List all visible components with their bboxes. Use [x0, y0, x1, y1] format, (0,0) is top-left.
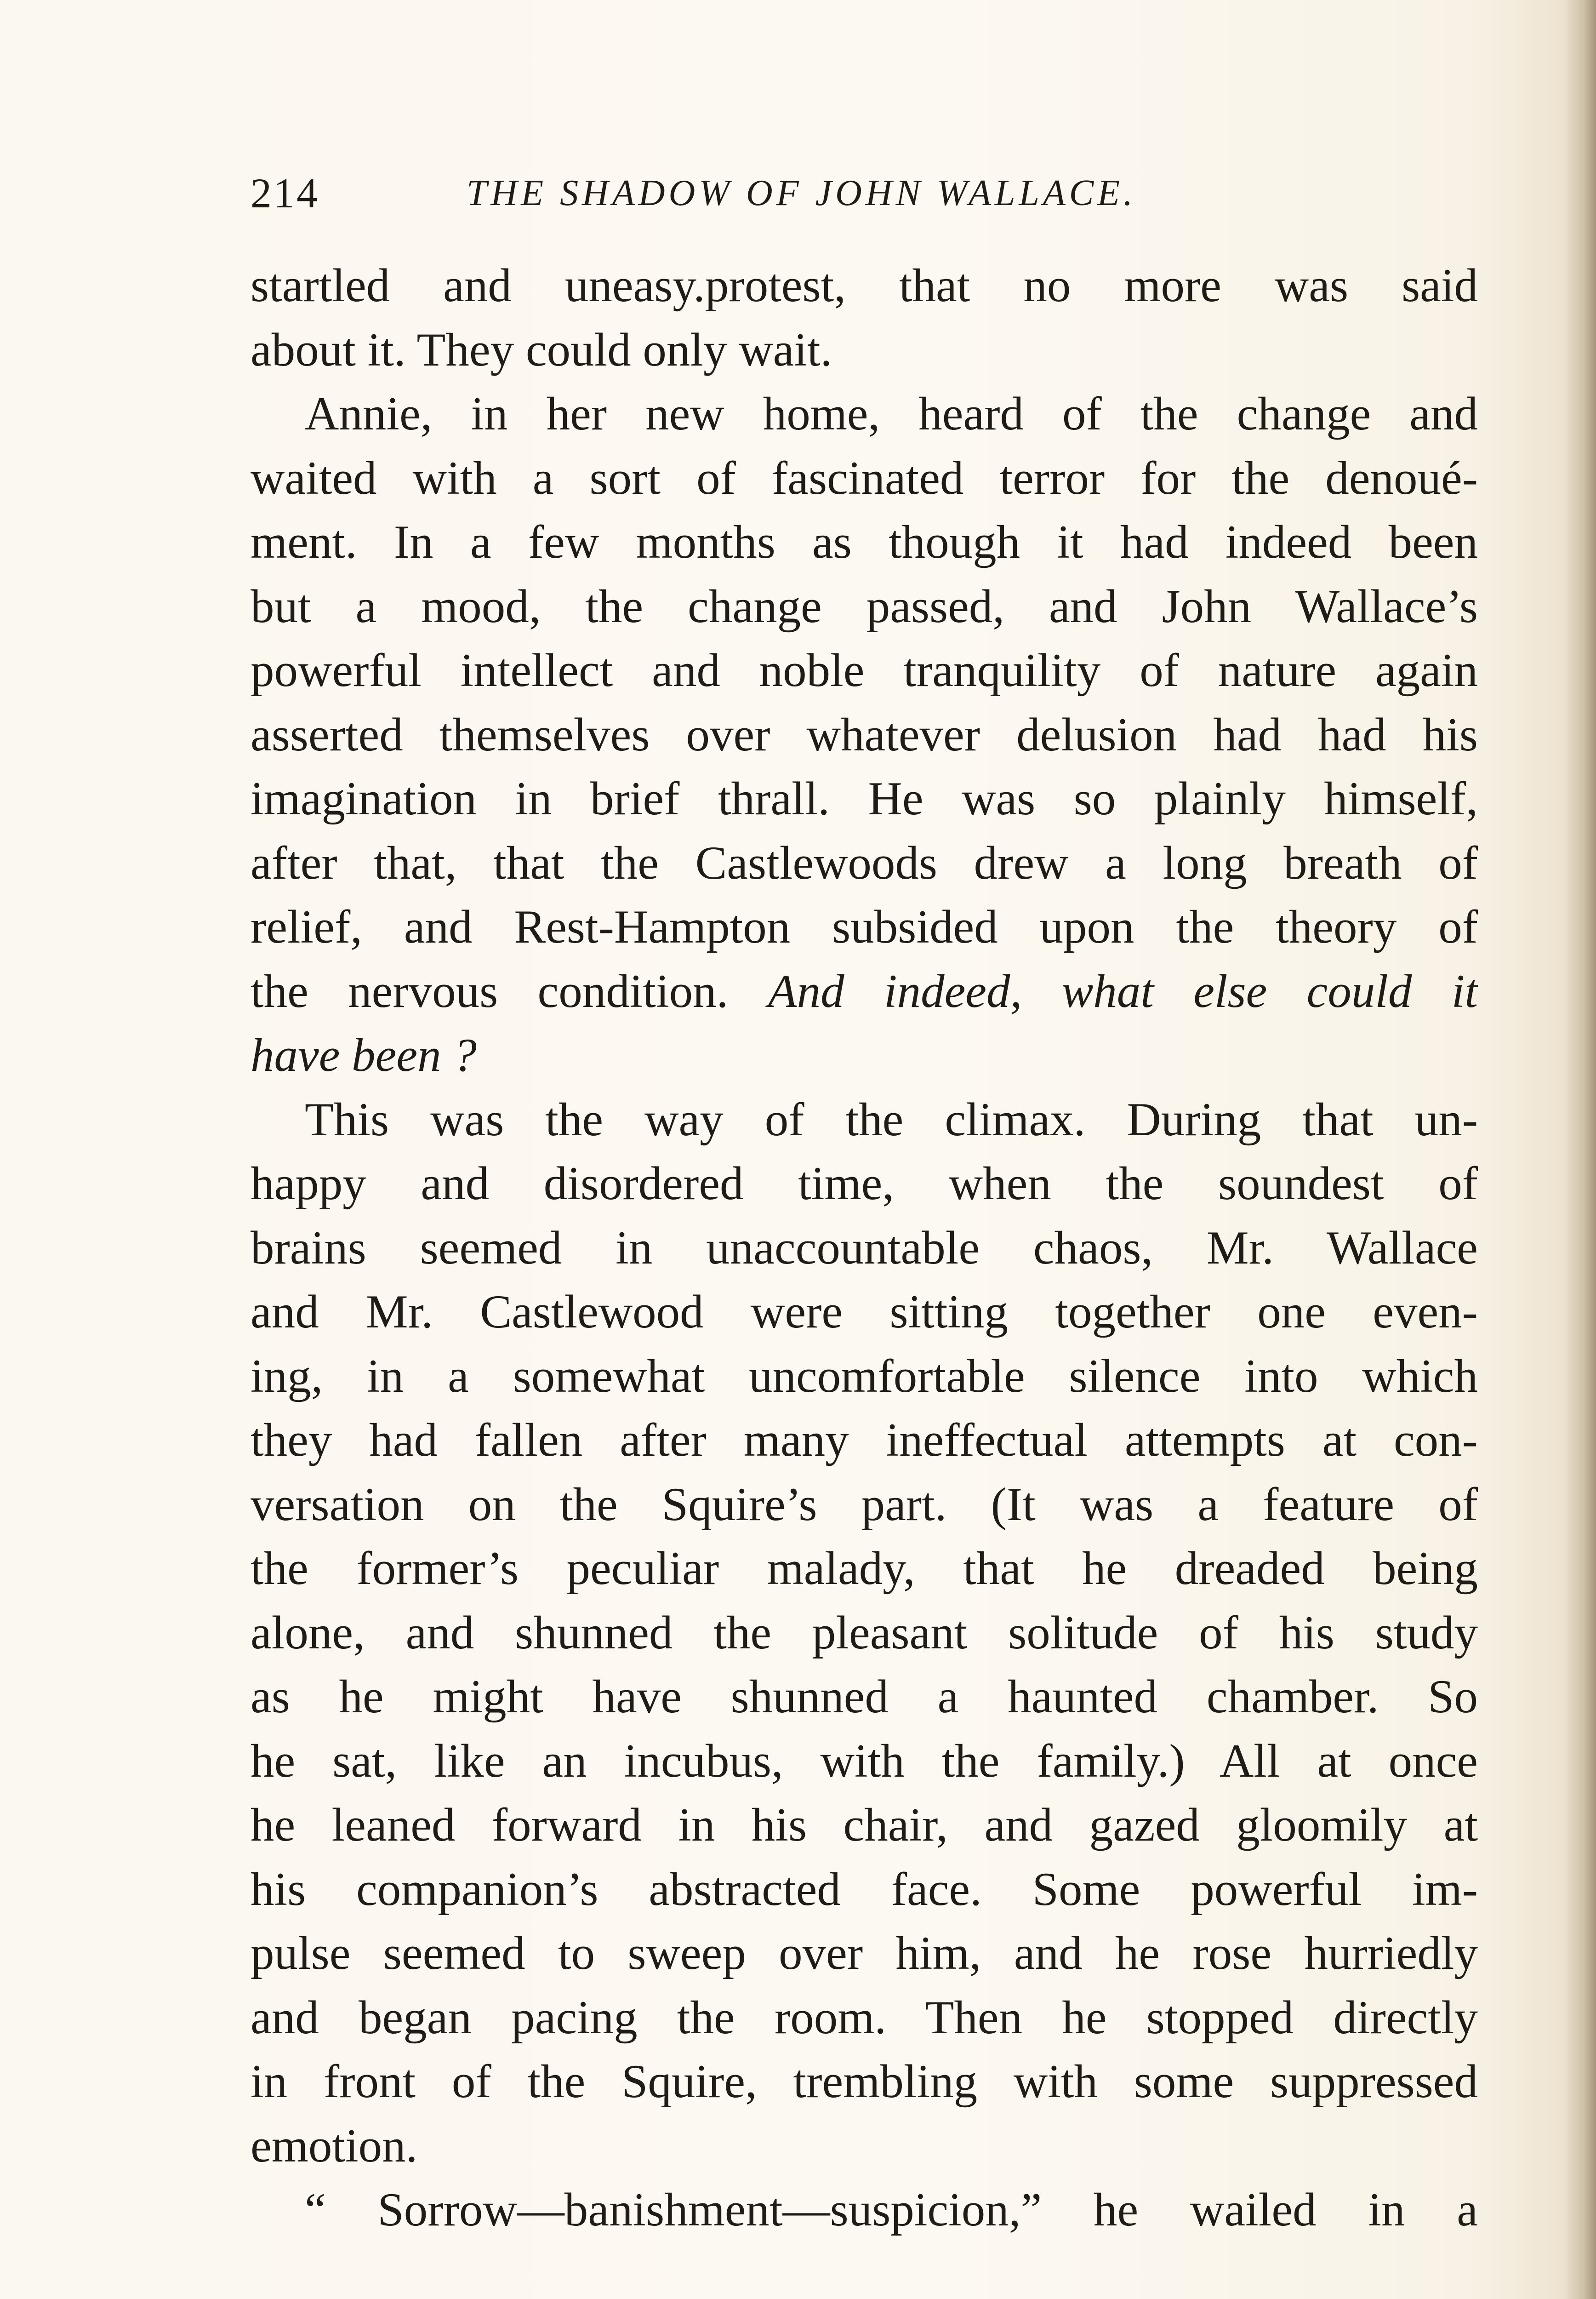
text-line: he leaned forward in his chair, and gazed gloomily at	[251, 1799, 1478, 1851]
text-line: asserted themselves over whatever delusion had had his	[251, 708, 1478, 761]
text-line: happy and disordered time, when the soundest of	[251, 1157, 1478, 1210]
text-line: alone, and shunned the pleasant solitude of his study	[251, 1606, 1478, 1659]
text-line: about it. They could only wait.	[251, 323, 832, 376]
text-line: Annie, in her new home, heard of the change and	[305, 388, 1478, 440]
text-line: pulse seemed to sweep over him, and he rose hurriedly	[251, 1927, 1478, 1979]
text-line: but a mood, the change passed, and John Wallace’s	[251, 580, 1478, 633]
text-line: in front of the Squire, trembling with some suppressed	[251, 2055, 1478, 2108]
text-line: the former’s peculiar malady, that he dreaded being	[251, 1542, 1478, 1595]
running-title: THE SHADOW OF JOHN WALLACE.	[467, 173, 1137, 213]
text-line: have been ?	[251, 1029, 477, 1081]
text-line: versation on the Squire’s part. (It was a feature of	[251, 1478, 1478, 1531]
text-line: powerful intellect and noble tranquility of nature again	[251, 644, 1478, 697]
text-line: as he might have shunned a haunted chamber. So	[251, 1670, 1478, 1723]
body-text	[251, 254, 1478, 2242]
text-line: imagination in brief thrall. He was so plainly himself,	[251, 772, 1478, 825]
running-head	[251, 163, 1478, 223]
text-line: and began pacing the room. Then he stopped directly	[251, 1991, 1478, 2044]
text-line: relief, and Rest-Hampton subsided upon the theory of	[251, 901, 1478, 953]
text-line: This was the way of the climax. During that un-	[305, 1093, 1478, 1146]
text-line: ment. In a few months as though it had indeed been	[251, 516, 1478, 568]
text-line: brains seemed in unaccountable chaos, Mr. Wallace	[251, 1221, 1478, 1274]
text-line: and Mr. Castlewood were sitting together one even-	[251, 1286, 1478, 1338]
page-edge-shadow	[1564, 0, 1596, 2299]
text-line: ing, in a somewhat uncomfortable silence into which	[251, 1350, 1478, 1402]
page-number: 214	[251, 170, 319, 217]
text-line: “ Sorrow—banishment—suspicion,” he wailed in a	[305, 2184, 1478, 2236]
text-line-italic: And indeed, what else could it	[768, 965, 1478, 1018]
text-line-mixed	[251, 960, 1478, 1024]
text-line: he sat, like an incubus, with the family.) All at once	[251, 1734, 1478, 1787]
text-line: emotion.	[251, 2119, 418, 2172]
text-line-roman: the nervous condition.	[251, 965, 729, 1018]
text-line: they had fallen after many ineffectual attempts at con-	[251, 1414, 1478, 1466]
text-line: startled and uneasy.protest, that no more was said	[251, 259, 1478, 312]
text-line: his companion’s abstracted face. Some powerful im-	[251, 1863, 1478, 1916]
text-line: after that, that the Castlewoods drew a long breath of	[251, 836, 1478, 889]
text-line: waited with a sort of fascinated terror for the denoué-	[251, 452, 1478, 504]
